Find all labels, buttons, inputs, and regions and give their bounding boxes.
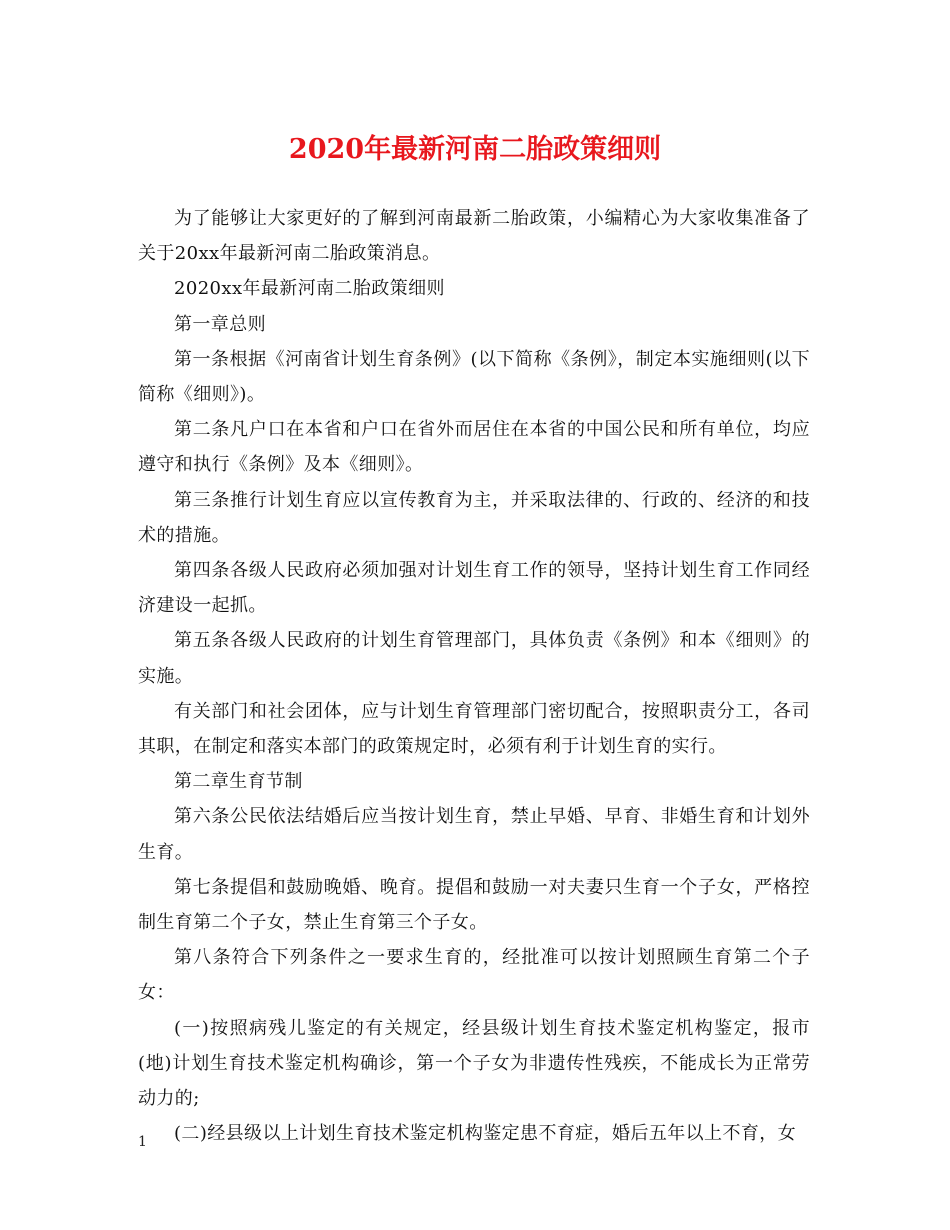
document-title: 2020年最新河南二胎政策细则 [288,134,662,165]
chapter-heading: 第一章总则 [174,313,266,335]
paragraph: 第四条各级人民政府必须加强对计划生育工作的领导，坚持计划生育工作同经济建设一起抓。 [138,560,810,617]
paragraph: (一)按照病残儿鉴定的有关规定，经县级计划生育技术鉴定机构鉴定，报市(地)计划生育技术鉴定机构确诊，第一个子女为非遗传性残疾，不能成长为正常劳动力的; [138,1017,810,1110]
chapter-heading: 第二章生育节制 [174,771,303,793]
paragraph: 第五条各级人民政府的计划生育管理部门，具体负责《条例》和本《细则》的实施。 [138,630,810,687]
paragraph: 第一条根据《河南省计划生育条例》(以下简称《条例》，制定本实施细则(以下简称《细则》)。 [138,348,810,406]
page-number: 1 [138,1134,147,1150]
paragraph: 第八条符合下列条件之一要求生育的，经批准可以按计划照顾生育第二个子女： [138,947,810,1004]
paragraph: 为了能够让大家更好的了解到河南最新二胎政策，小编精心为大家收集准备了关于20xx年最新河南二胎政策消息。 [138,208,810,265]
paragraph: 第七条提倡和鼓励晚婚、晚育。提倡和鼓励一对夫妻只生育一个子女，严格控制生育第二个子女，禁止生育第三个子女。 [138,876,810,934]
paragraph: 第三条推行计划生育应以宣传教育为主，并采取法律的、行政的、经济的和技术的措施。 [138,489,810,546]
paragraph: (二)经县级以上计划生育技术鉴定机构鉴定患不育症，婚后五年以上不育，女 [174,1123,797,1145]
paragraph: 有关部门和社会团体，应与计划生育管理部门密切配合，按照职责分工，各司其职，在制定和落实本部门的政策规定时，必须有利于计划生育的实行。 [138,700,810,758]
paragraph: 2020xx年最新河南二胎政策细则 [174,278,445,300]
paragraph: 第二条凡户口在本省和户口在省外而居住在本省的中国公民和所有单位，均应遵守和执行《条例》及本《细则》。 [138,419,810,476]
paragraph: 第六条公民依法结婚后应当按计划生育，禁止早婚、早育、非婚生育和计划外生育。 [138,806,810,863]
document-body [138,201,810,1151]
